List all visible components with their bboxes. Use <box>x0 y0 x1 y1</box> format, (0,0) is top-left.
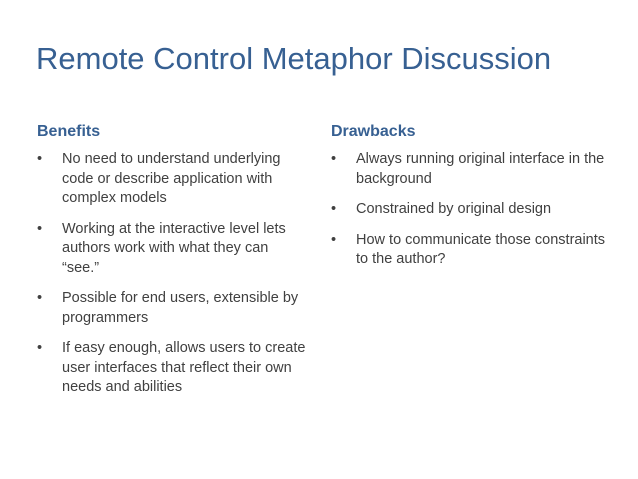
benefit-item <box>37 220 307 279</box>
drawback-item-text: How to communicate those constraints to the author? <box>356 231 606 267</box>
benefit-item <box>37 289 307 328</box>
benefits-heading: Benefits <box>37 123 101 140</box>
drawback-item <box>331 150 611 189</box>
benefit-item <box>37 150 307 209</box>
drawbacks-heading: Drawbacks <box>331 123 416 140</box>
drawback-item-text: Constrained by original design <box>356 201 552 217</box>
benefit-item-text: If easy enough, allows users to create user interfaces that reflect their own needs and abilities <box>62 340 306 395</box>
slide-title: Remote Control Metaphor Discussion <box>36 41 552 76</box>
bullet-icon: • <box>331 151 337 167</box>
benefit-item-text: No need to understand underlying code or describe application with complex models <box>62 151 281 206</box>
benefit-item-text: Working at the interactive level lets authors work with what they can “see.” <box>62 220 286 276</box>
bullet-icon: • <box>37 340 43 356</box>
bullet-icon: • <box>37 151 43 167</box>
drawback-item-text: Always running original interface in the background <box>356 151 605 187</box>
drawbacks-column <box>331 120 611 281</box>
benefit-item-text: Possible for end users, extensible by programmers <box>62 290 299 326</box>
bullet-icon: • <box>37 220 43 237</box>
benefit-item <box>37 339 307 398</box>
drawback-item <box>331 200 611 220</box>
drawback-item <box>331 231 611 270</box>
drawbacks-list <box>331 150 611 270</box>
bullet-icon: • <box>331 231 337 248</box>
benefits-list <box>37 150 307 398</box>
bullet-icon: • <box>331 201 337 217</box>
bullet-icon: • <box>37 290 43 306</box>
benefits-column <box>37 120 307 409</box>
